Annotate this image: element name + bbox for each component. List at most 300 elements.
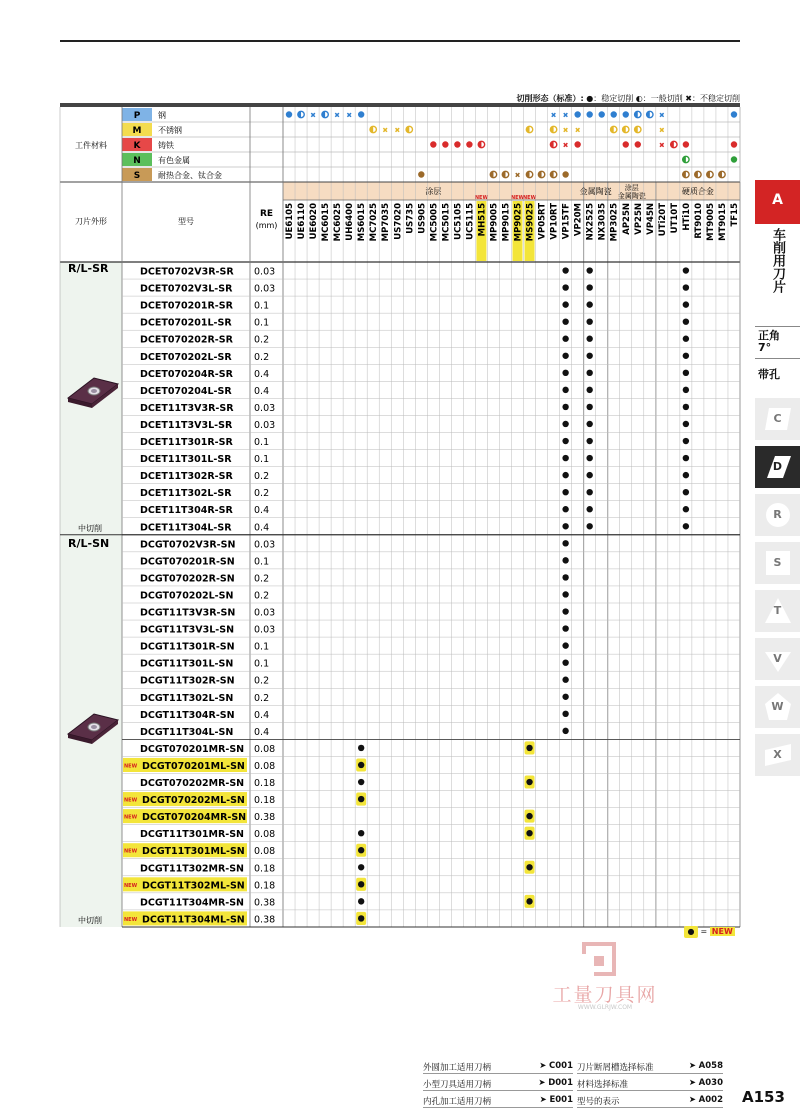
footer-label: 小型刀具适用刀柄 — [423, 1080, 492, 1090]
shape-header: 刀片外形 — [75, 217, 107, 226]
grade-label: MC7025 — [369, 203, 380, 242]
stable-mark — [731, 141, 737, 147]
unstable-mark: ✖ — [562, 141, 569, 150]
re-cell: 0.1 — [254, 641, 270, 653]
side-tab-r[interactable] — [755, 494, 800, 536]
stable-mark — [683, 404, 689, 410]
model-cell: DCET11T301R-SR — [140, 437, 233, 448]
footer-ref: ➤ E001 — [539, 1095, 573, 1105]
re-cell: 0.2 — [254, 692, 270, 704]
model-cell: DCGT11T3V3L-SN — [140, 624, 235, 636]
grade-label: RT9010 — [693, 203, 704, 239]
model-cell: DCGT070204MR-SN — [142, 812, 247, 824]
re-cell: 0.38 — [254, 914, 276, 926]
stable-mark — [586, 318, 592, 324]
side-tab-t[interactable] — [755, 590, 800, 632]
category-label: 金属陶瓷 — [617, 192, 646, 200]
model-cell: DCGT11T304ML-SN — [142, 914, 245, 926]
side-tab-w[interactable] — [755, 686, 800, 728]
footer-ref: ➤ A030 — [688, 1078, 723, 1088]
stable-mark — [418, 171, 424, 177]
model-cell: DCGT11T301MR-SN — [140, 829, 245, 841]
model-cell: DCET0702V3R-SR — [140, 266, 234, 278]
stable-mark — [562, 523, 568, 529]
side-tab-c[interactable] — [755, 398, 800, 440]
grade-label: MT9015 — [717, 203, 728, 241]
stable-mark — [683, 267, 689, 273]
side-tab-label: W — [771, 700, 784, 713]
new-row-tag: NEW — [124, 763, 138, 770]
unstable-mark: ✖ — [562, 126, 569, 135]
model-cell: DCGT11T302L-SN — [140, 692, 234, 704]
re-header: RE — [259, 209, 274, 219]
stable-mark — [526, 864, 532, 870]
cut-label-sr: 中切削 — [78, 523, 102, 533]
material-code: P — [133, 111, 141, 121]
re-cell: 0.03 — [254, 402, 276, 414]
footer-link-left[interactable] — [423, 1095, 573, 1108]
stable-mark — [454, 141, 460, 147]
new-key-dot: ● — [684, 926, 698, 938]
material-code: M — [132, 126, 142, 136]
unstable-mark: ✖ — [562, 111, 569, 120]
cut-label-sn: 中切削 — [78, 915, 102, 925]
footer-label: 刀片断屑槽选择标准 — [577, 1063, 654, 1073]
stable-mark — [286, 111, 292, 117]
stable-mark — [586, 353, 592, 359]
watermark-url: WWW.GLRJW.COM — [577, 1004, 633, 1011]
model-cell: DCET11T302R-SR — [140, 471, 233, 483]
category-label: 涂层 — [624, 184, 639, 192]
stable-mark — [562, 370, 568, 376]
material-name: 有色金属 — [158, 156, 190, 165]
grade-label: VP10RT — [549, 203, 560, 240]
stable-mark — [358, 762, 364, 768]
grade-label: MP9025 — [513, 203, 524, 242]
stable-mark — [562, 625, 568, 631]
footer-label: 型号的表示 — [577, 1097, 620, 1107]
side-tab-label: R — [773, 508, 782, 521]
general-icon: ◐ — [635, 94, 643, 103]
footer-label: 材料选择标准 — [577, 1080, 629, 1090]
stable-mark — [683, 370, 689, 376]
stable-mark — [562, 540, 568, 546]
stable-mark — [683, 336, 689, 342]
watermark-logo — [580, 942, 620, 978]
unstable-mark: ✖ — [658, 111, 665, 120]
stable-mark — [683, 353, 689, 359]
re-cell: 0.18 — [254, 795, 276, 807]
new-grade-tag: NEW — [474, 195, 488, 201]
re-cell: 0.2 — [254, 351, 270, 363]
grade-label: MP9015 — [501, 203, 512, 242]
grade-label: HTi10 — [681, 203, 692, 231]
model-cell: DCGT11T304R-SN — [140, 709, 235, 721]
stable-mark — [683, 421, 689, 427]
re-cell: 0.4 — [254, 709, 270, 721]
unstable-mark: ✖ — [382, 126, 389, 135]
shape-column-bg — [60, 262, 122, 927]
stable-mark — [562, 472, 568, 478]
side-tab-label: T — [773, 604, 782, 617]
footer-link-right[interactable] — [577, 1078, 723, 1091]
grade-label: NX2525 — [585, 203, 596, 241]
stable-mark — [683, 506, 689, 512]
re-cell: 0.1 — [254, 556, 270, 568]
unstable-mark: ✖ — [550, 111, 557, 120]
stable-mark — [358, 881, 364, 887]
model-cell: DCGT070202R-SN — [140, 573, 235, 585]
grade-label: MC5005 — [429, 203, 440, 242]
grade-label: NX3035 — [597, 203, 608, 241]
stable-mark — [683, 301, 689, 307]
footer-ref: ➤ A002 — [688, 1095, 723, 1105]
unstable-mark: ✖ — [346, 111, 353, 120]
model-cell: DCGT11T302ML-SN — [142, 880, 245, 892]
stable-mark — [358, 111, 364, 117]
re-cell: 0.03 — [254, 624, 276, 636]
stable-mark — [586, 370, 592, 376]
new-row-tag: NEW — [124, 916, 138, 923]
re-cell: 0.2 — [254, 334, 270, 346]
side-tab-label: D — [772, 460, 783, 473]
category-label: 硬质合金 — [681, 187, 714, 196]
grade-label: MP3025 — [609, 203, 620, 242]
new-grade-tag: NEW — [510, 195, 525, 201]
stable-mark — [526, 779, 532, 785]
re-cell: 0.1 — [254, 454, 270, 466]
stable-mark — [562, 267, 568, 273]
stable-mark — [623, 111, 629, 117]
model-cell: DCET070202R-SR — [140, 334, 233, 346]
stable-mark — [562, 284, 568, 290]
side-hole: 带孔 — [758, 368, 780, 381]
unstable-mark: ✖ — [514, 171, 521, 180]
stable-mark — [683, 455, 689, 461]
stable-mark — [586, 301, 592, 307]
footer-link-right[interactable] — [577, 1061, 723, 1074]
stable-mark — [562, 694, 568, 700]
stable-mark — [358, 864, 364, 870]
grade-label: MC5015 — [441, 203, 452, 242]
grade-label: MH515 — [477, 203, 488, 237]
grade-label: UTi20T — [657, 203, 668, 237]
model-cell: DCGT11T304MR-SN — [140, 897, 245, 909]
model-cell: DCGT11T302R-SN — [140, 675, 235, 687]
stable-mark — [586, 267, 592, 273]
re-cell: 0.4 — [254, 368, 270, 380]
re-cell: 0.4 — [254, 385, 270, 397]
re-cell: 0.4 — [254, 505, 270, 517]
unstable-icon: ✖ — [685, 94, 692, 103]
stable-mark — [466, 141, 472, 147]
stable-mark — [562, 353, 568, 359]
grade-label: MP9005 — [489, 203, 500, 242]
re-cell: 0.03 — [254, 266, 276, 278]
group-label-sn: R/L-SN — [68, 536, 110, 550]
re-cell: 0.08 — [254, 743, 276, 755]
grade-label: VP25N — [633, 203, 644, 235]
re-cell: 0.2 — [254, 488, 270, 500]
group-label-sr: R/L-SR — [68, 262, 109, 275]
re-cell: 0.18 — [254, 778, 276, 789]
unstable-mark: ✖ — [394, 126, 401, 135]
model-cell: DCGT0702V3R-SN — [140, 539, 236, 551]
stable-mark — [358, 745, 364, 751]
grade-label: US905 — [417, 203, 428, 234]
re-cell: 0.38 — [254, 812, 276, 824]
side-tab-label: X — [773, 748, 782, 761]
model-cell: DCET11T3V3R-SR — [140, 402, 234, 414]
new-row-tag: NEW — [124, 814, 138, 821]
stable-mark — [358, 915, 364, 921]
re-cell: 0.03 — [254, 283, 276, 295]
material-code: N — [133, 156, 141, 166]
new-row-tag: NEW — [124, 848, 138, 855]
stable-mark — [683, 472, 689, 478]
grade-label: UT10T — [669, 203, 680, 234]
stable-mark — [586, 111, 592, 117]
stable-mark — [526, 813, 532, 819]
cutting-legend: 切削形态（标准）: ●：稳定切削 ◐：一般切削 ✖：不稳定切削 — [516, 94, 740, 103]
grade-label: VP20M — [573, 203, 584, 237]
stable-mark — [683, 318, 689, 324]
new-row-tag: NEW — [124, 797, 138, 804]
grade-label: US7020 — [393, 203, 404, 240]
re-cell: 0.08 — [254, 829, 276, 841]
stable-mark — [562, 421, 568, 427]
stable-mark — [623, 141, 629, 147]
stable-mark — [526, 830, 532, 836]
stable-mark — [562, 336, 568, 342]
re-cell: 0.18 — [254, 863, 276, 875]
unstable-mark: ✖ — [574, 126, 581, 135]
re-cell: 0.03 — [254, 607, 276, 619]
model-cell: DCET11T304R-SR — [140, 505, 233, 517]
model-cell: DCET11T3V3L-SR — [140, 419, 233, 431]
stable-mark — [562, 591, 568, 597]
model-cell: DCGT070201R-SN — [140, 556, 235, 568]
side-divider — [755, 326, 800, 327]
stable-mark — [358, 898, 364, 904]
material-name: 铸铁 — [158, 141, 174, 150]
re-cell: 0.38 — [254, 897, 276, 909]
stable-mark — [358, 796, 364, 802]
model-cell: DCGT070201MR-SN — [140, 743, 245, 755]
stable-mark — [562, 642, 568, 648]
model-cell: DCGT11T302MR-SN — [140, 863, 245, 875]
category-label: 金属陶瓷 — [579, 187, 612, 196]
re-cell: 0.1 — [254, 317, 270, 329]
grade-label: MC6015 — [321, 203, 332, 242]
grade-label: UC5115 — [465, 203, 476, 240]
material-name: 耐热合金、钛合金 — [158, 171, 222, 180]
side-tab-A[interactable]: A — [755, 180, 800, 224]
material-code: K — [133, 141, 141, 151]
page-number: A153 — [742, 1088, 785, 1106]
side-tab-s[interactable] — [755, 542, 800, 584]
stable-mark — [586, 421, 592, 427]
stable-mark — [586, 455, 592, 461]
stable-mark — [586, 336, 592, 342]
side-tab-label: V — [773, 652, 782, 665]
model-cell: DCGT11T304L-SN — [140, 726, 234, 738]
stable-icon: ● — [586, 94, 594, 103]
footer-link-right[interactable] — [577, 1095, 723, 1108]
side-divider-2 — [755, 358, 800, 359]
model-cell: DCET070201R-SR — [140, 300, 233, 312]
unstable-mark: ✖ — [658, 141, 665, 150]
side-tab-x[interactable] — [755, 734, 800, 776]
grade-label: MC6025 — [333, 203, 344, 242]
stable-mark — [562, 728, 568, 734]
stable-mark — [358, 847, 364, 853]
side-tab-label: S — [773, 556, 782, 569]
model-cell: DCGT11T3V3R-SN — [140, 607, 236, 619]
grade-label: UE6110 — [297, 203, 308, 240]
stable-mark — [598, 111, 604, 117]
unstable-mark: ✖ — [334, 111, 341, 120]
stable-mark — [562, 438, 568, 444]
grade-label: UE6020 — [309, 203, 320, 240]
stable-mark — [562, 506, 568, 512]
re-cell: 0.2 — [254, 471, 270, 483]
model-cell: DCET070202L-SR — [140, 351, 232, 363]
new-grade-tag: NEW — [522, 195, 537, 201]
model-cell: DCET11T304L-SR — [140, 522, 232, 534]
material-code: S — [133, 171, 141, 181]
stable-mark — [562, 711, 568, 717]
footer-link-left[interactable] — [423, 1061, 573, 1074]
model-cell: DCET0702V3L-SR — [140, 283, 233, 295]
re-cell: 0.2 — [254, 590, 270, 602]
stable-mark — [683, 284, 689, 290]
re-cell: 0.1 — [254, 437, 270, 448]
stable-mark — [586, 404, 592, 410]
stable-mark — [635, 141, 641, 147]
stable-mark — [586, 523, 592, 529]
grade-label: AP25N — [621, 203, 632, 235]
stable-mark — [586, 387, 592, 393]
stable-mark — [562, 574, 568, 580]
material-name: 钢 — [158, 111, 166, 120]
re-unit: (mm) — [255, 221, 278, 230]
side-tab-label: C — [773, 412, 782, 425]
re-cell: 0.08 — [254, 846, 276, 858]
re-cell: 0.2 — [254, 675, 270, 687]
stable-mark — [574, 111, 580, 117]
stable-mark — [731, 111, 737, 117]
stable-mark — [562, 387, 568, 393]
side-tab-v[interactable] — [755, 638, 800, 680]
grade-label: UE6105 — [285, 203, 296, 240]
stable-mark — [586, 284, 592, 290]
stable-mark — [562, 557, 568, 563]
grade-label: UC5105 — [453, 203, 464, 240]
stable-mark — [526, 745, 532, 751]
grade-label: UH6400 — [345, 203, 356, 241]
model-cell: DCGT11T301R-SN — [140, 641, 235, 653]
model-cell: DCET070204L-SR — [140, 385, 232, 397]
model-cell: DCGT070202L-SN — [140, 590, 234, 602]
stable-mark — [611, 111, 617, 117]
grade-label: VP45N — [645, 203, 656, 235]
grade-label: VP05RT — [537, 203, 548, 240]
model-cell: DCET11T301L-SR — [140, 454, 232, 466]
re-cell: 0.4 — [254, 522, 270, 534]
model-cell: DCGT070202MR-SN — [140, 778, 245, 789]
model-header: 型号 — [178, 217, 194, 226]
re-cell: 0.4 — [254, 726, 270, 738]
re-cell: 0.1 — [254, 658, 270, 670]
grade-label: TF15 — [729, 203, 740, 227]
stable-mark — [562, 404, 568, 410]
stable-mark — [586, 472, 592, 478]
model-cell: DCET11T302L-SR — [140, 488, 232, 500]
stable-mark — [683, 523, 689, 529]
stable-mark — [526, 898, 532, 904]
grade-label: MT9005 — [705, 203, 716, 241]
side-title: 车削用刀片 — [770, 228, 785, 293]
model-cell: DCET070201L-SR — [140, 317, 232, 329]
re-cell: 0.03 — [254, 419, 276, 431]
footer-label: 外圆加工适用刀柄 — [423, 1063, 492, 1073]
re-cell: 0.1 — [254, 300, 270, 312]
grade-label: MS9025 — [525, 203, 536, 242]
new-key: ● = NEW — [684, 926, 740, 939]
footer-label: 内孔加工适用刀柄 — [423, 1097, 492, 1107]
re-cell: 0.18 — [254, 880, 276, 892]
stable-mark — [562, 489, 568, 495]
stable-mark — [586, 438, 592, 444]
footer-ref: ➤ A058 — [688, 1061, 723, 1071]
model-cell: DCGT11T301L-SN — [140, 658, 234, 670]
side-tab-d[interactable] — [755, 446, 800, 488]
unstable-mark: ✖ — [310, 111, 317, 120]
watermark-cn: 工量刀具网 — [552, 984, 658, 1006]
stable-mark — [683, 141, 689, 147]
stable-mark — [562, 608, 568, 614]
grade-label: MP7035 — [381, 203, 392, 242]
model-cell: DCGT11T301ML-SN — [142, 846, 245, 858]
stable-mark — [683, 438, 689, 444]
footer-link-left[interactable] — [423, 1078, 573, 1091]
grade-label: MS6015 — [357, 203, 368, 242]
side-angle: 正角 7° — [758, 329, 780, 354]
stable-mark — [358, 830, 364, 836]
model-cell: DCGT070202ML-SN — [142, 795, 245, 807]
stable-mark — [358, 779, 364, 785]
stable-mark — [562, 171, 568, 177]
re-cell: 0.03 — [254, 539, 276, 551]
stable-mark — [562, 677, 568, 683]
footer-ref: ➤ C001 — [539, 1061, 573, 1071]
stable-mark — [562, 301, 568, 307]
grade-label: US735 — [405, 203, 416, 234]
stable-mark — [586, 506, 592, 512]
stable-mark — [731, 156, 737, 162]
stable-mark — [562, 455, 568, 461]
footer-ref: ➤ D001 — [538, 1078, 573, 1088]
stable-mark — [442, 141, 448, 147]
material-name: 不锈钢 — [158, 126, 182, 135]
category-label: 涂层 — [425, 187, 442, 196]
stable-mark — [562, 318, 568, 324]
unstable-mark: ✖ — [658, 126, 665, 135]
material-group-label: 工件材料 — [75, 141, 107, 150]
stable-mark — [683, 387, 689, 393]
new-row-tag: NEW — [124, 882, 138, 889]
